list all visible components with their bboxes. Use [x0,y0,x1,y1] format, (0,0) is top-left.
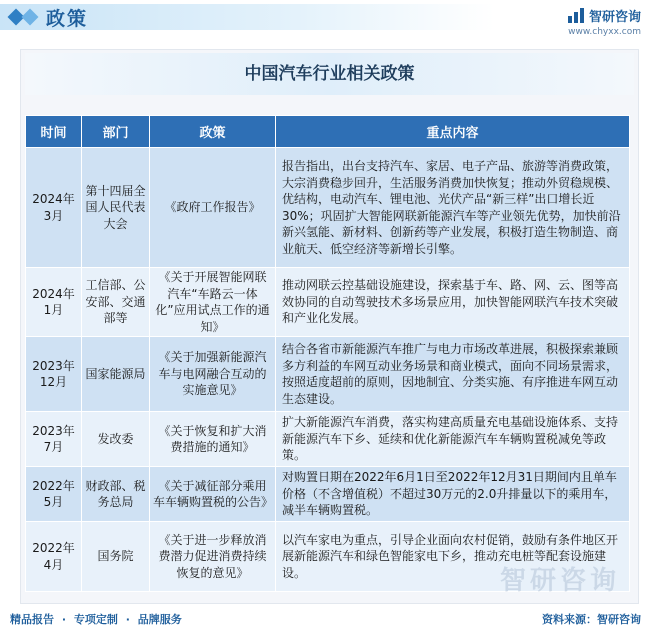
brand [567,6,641,24]
table-title-bar [25,53,634,95]
column-header-policy: 政策 [150,116,276,148]
brand-logo-icon [567,7,585,23]
footer-separator: · [61,613,67,626]
cell-content: 结合各省市新能源汽车推广与电力市场改革进展，积极探索兼顾多方利益的车网互动业务场景和商业模式，面向不同场景需求，按照适度超前的原则，因地制宜、分类实施、有序推进车网互动生态建设。 [276,337,630,412]
cell-policy: 《关于恢复和扩大消费措施的通知》 [150,412,276,467]
footer-services [10,611,186,627]
table-row [26,268,630,337]
header-band [0,4,659,30]
cell-policy: 《关于开展智能网联汽车“车路云一体化”应用试点工作的通知》 [150,268,276,337]
table-row [26,148,630,268]
policy-table [25,115,630,592]
header [0,0,659,40]
footer-separator: · [125,613,130,626]
cell-content: 扩大新能源汽车消费，落实构建高质量充电基础设施体系、支持新能源汽车下乡、延续和优化新能源汽车车辆购置税减免等政策。 [276,412,630,467]
column-header-content: 重点内容 [276,116,630,148]
table-row [26,467,630,522]
brand-url: www.chyxx.com [568,27,641,37]
table-header-row [26,116,630,148]
cell-time: 2024年3月 [26,148,82,268]
table-row [26,337,630,412]
table-row [26,412,630,467]
cell-dept: 工信部、公安部、交通部等 [82,268,150,337]
watermark: 智研咨询 [500,566,621,596]
cell-policy: 《关于加强新能源汽车与电网融合互动的实施意见》 [150,337,276,412]
cell-dept: 国家能源局 [82,337,150,412]
section-title: 政策 [46,8,89,30]
cell-time: 2022年5月 [26,467,82,522]
cell-dept: 发改委 [82,412,150,467]
footer-item-report: 精品报告 [10,613,54,626]
cell-content: 推动网联云控基础设施建设，探索基于车、路、网、云、图等高效协同的自动驾驶技术多场景应用，加快智能网联汽车技术突破和产业化发展。 [276,268,630,337]
cell-dept: 财政部、税务总局 [82,467,150,522]
column-header-time: 时间 [26,116,82,148]
cell-policy: 《关于进一步释放消费潜力促进消费持续恢复的意见》 [150,522,276,592]
cell-policy: 《关于减征部分乘用车车辆购置税的公告》 [150,467,276,522]
data-source: 资料来源：智研咨询 [542,613,641,626]
diamond-icon [8,8,40,26]
cell-dept: 国务院 [82,522,150,592]
cell-content: 对购置日期在2022年6月1日至2022年12月31日期间内且单车价格（不含增值税）不超过30万元的2.0升排量以下的乘用车，减半车辆购置税。 [276,467,630,522]
cell-dept: 第十四届全国人民代表大会 [82,148,150,268]
cell-time: 2024年1月 [26,268,82,337]
cell-content: 以汽车家电为重点，引导企业面向农村促销，鼓励有条件地区开展新能源汽车和绿色智能家电下乡，推动充电桩等配套设施建设。 [276,522,630,592]
footer [0,608,659,630]
cell-content: 报告指出，出台支持汽车、家居、电子产品、旅游等消费政策，大宗消费稳步回升，生活服务消费加快恢复；推动外贸稳规模、优结构，电动汽车、锂电池、光伏产品“新三样”出口增长近30%；巩固扩大智能网联新能源汽车等产业领先优势，加快前沿新兴氢能、新材料、创新药等产业发展，积极打造生物制造、商业航天、低空经济等新增长引擎。 [276,148,630,268]
cell-policy: 《政府工作报告》 [150,148,276,268]
table-title: 中国汽车行业相关政策 [244,64,415,84]
footer-item-brand: 品牌服务 [137,613,182,626]
cell-time: 2022年4月 [26,522,82,592]
footer-item-custom: 专项定制 [73,613,118,626]
cell-time: 2023年7月 [26,412,82,467]
cell-time: 2023年12月 [26,337,82,412]
column-header-dept: 部门 [82,116,150,148]
brand-name: 智研咨询 [588,9,641,25]
